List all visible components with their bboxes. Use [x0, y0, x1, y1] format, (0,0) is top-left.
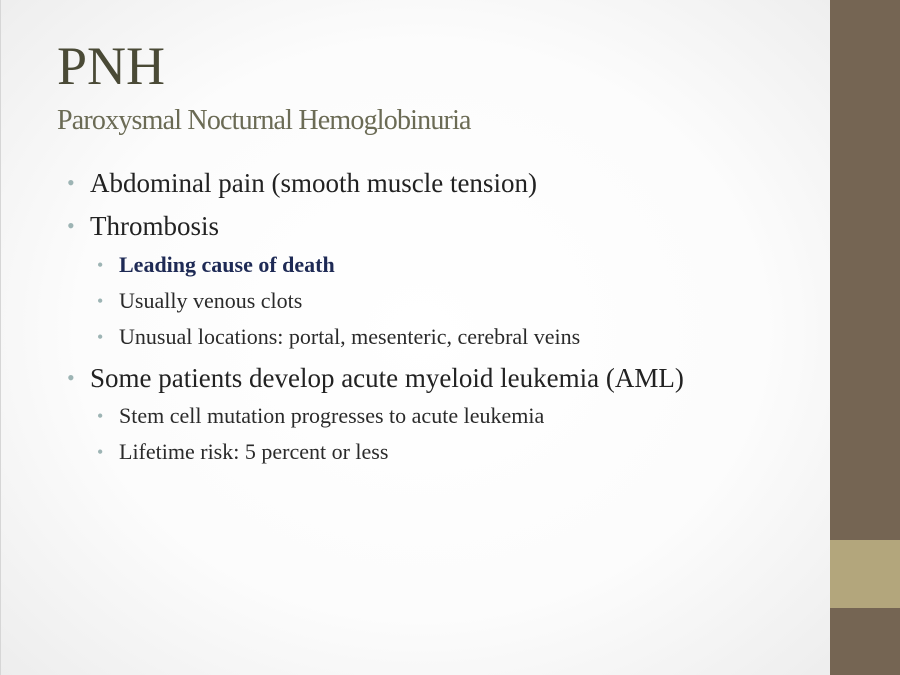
sub-bullet-text: Unusual locations: portal, mesenteric, cerebral veins: [119, 324, 581, 349]
bullet-item: [67, 361, 684, 395]
bullet-dot-icon: •: [97, 327, 104, 347]
bullet-list: [1, 0, 831, 675]
slide-title: PNH: [57, 36, 166, 96]
sub-bullet-text: Leading cause of death: [119, 252, 335, 277]
bullet-dot-icon: •: [67, 365, 75, 390]
sidebar-top-band: [830, 0, 900, 540]
slide-subtitle: Paroxysmal Nocturnal Hemoglobinuria: [57, 105, 471, 136]
bullet-text: Some patients develop acute myeloid leukemia (AML): [90, 363, 684, 393]
sub-bullet-text: Lifetime risk: 5 percent or less: [119, 439, 389, 464]
bullet-dot-icon: •: [97, 406, 104, 426]
bullet-dot-icon: •: [97, 291, 104, 311]
bullet-dot-icon: •: [67, 213, 75, 238]
bullet-dot-icon: •: [97, 255, 104, 275]
sub-bullet-item: [97, 323, 580, 351]
bullet-dot-icon: •: [67, 170, 75, 195]
bullet-item: [67, 166, 537, 200]
sidebar-bottom-band: [830, 608, 900, 675]
sub-bullet-item: [97, 287, 302, 315]
bullet-text: Thrombosis: [90, 211, 220, 241]
sub-bullet-item: [97, 438, 388, 466]
sub-bullet-item: [97, 402, 544, 430]
sub-bullet-text: Usually venous clots: [119, 288, 303, 313]
decorative-sidebar: [830, 0, 900, 675]
bullet-text: Abdominal pain (smooth muscle tension): [90, 168, 537, 198]
sub-bullet-text: Stem cell mutation progresses to acute leukemia: [119, 403, 545, 428]
bullet-item: [67, 209, 219, 243]
sub-bullet-item: [97, 251, 335, 279]
sidebar-accent-band: [830, 540, 900, 608]
bullet-dot-icon: •: [97, 442, 104, 462]
